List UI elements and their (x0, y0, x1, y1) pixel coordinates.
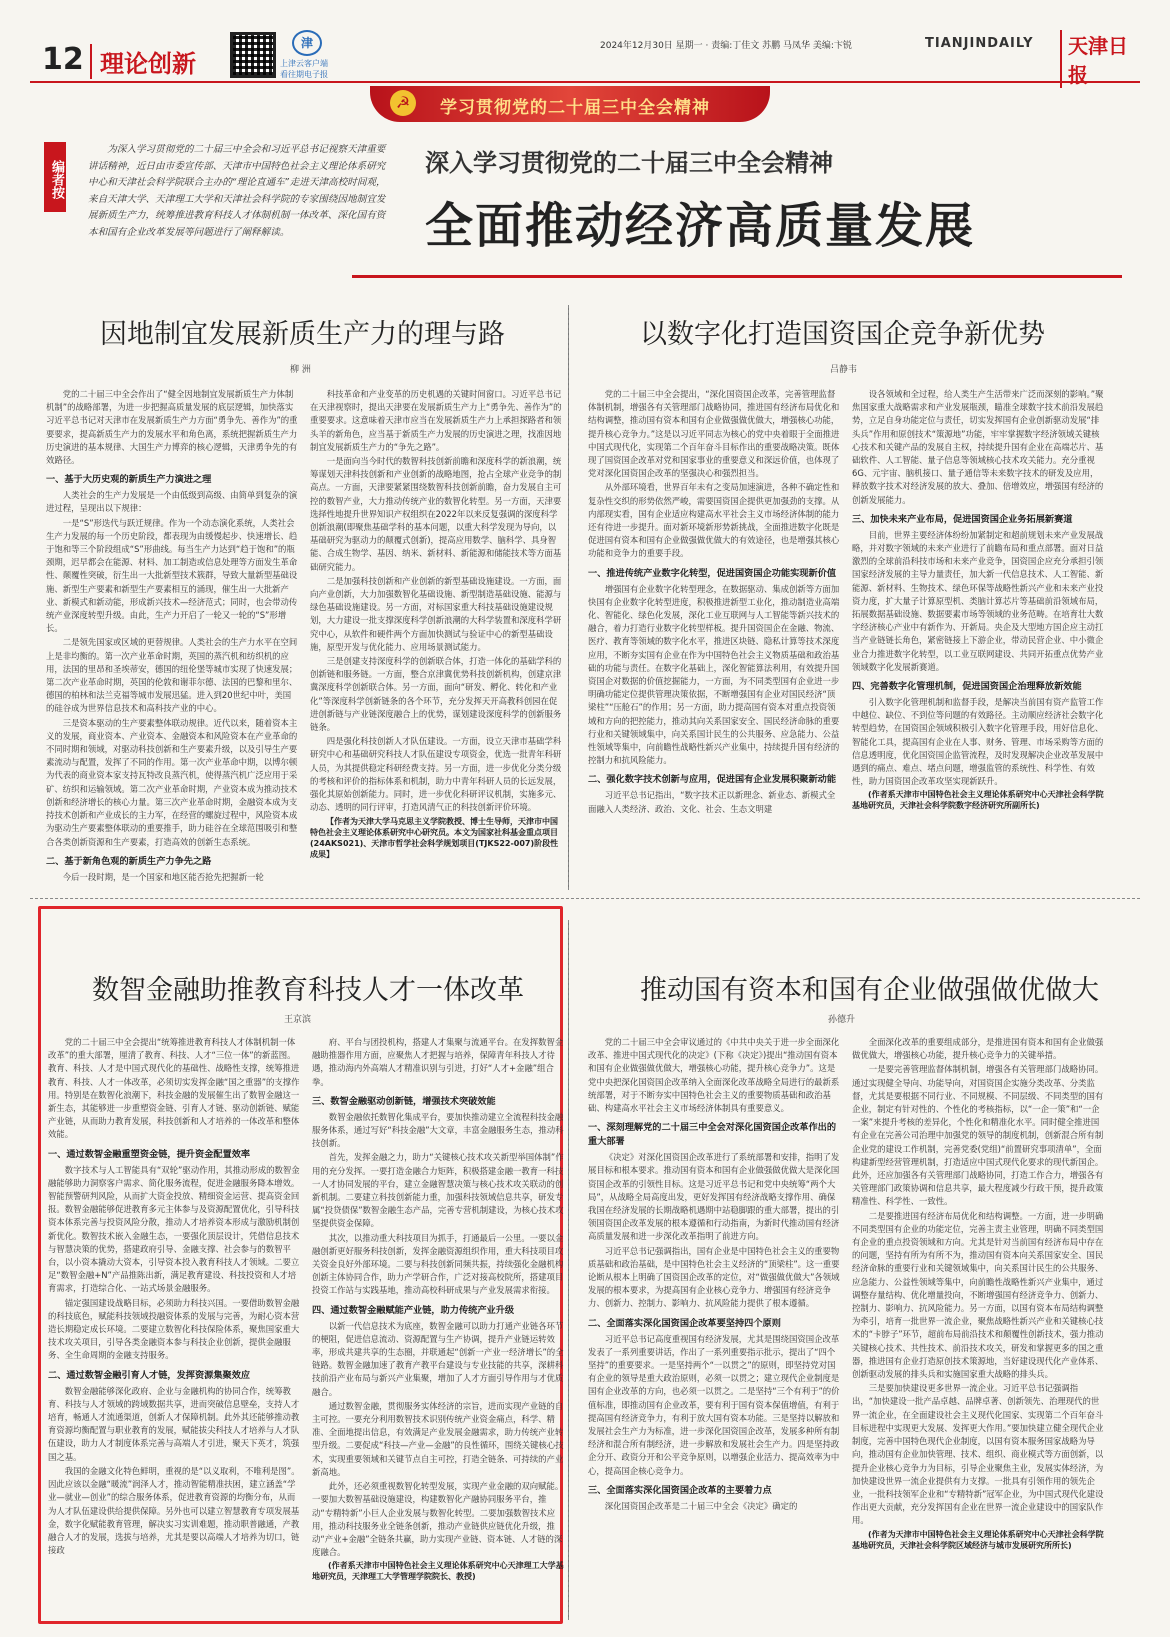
page-number: 12 (42, 42, 84, 77)
paragraph: 党的二十届三中全会提出，“深化国资国企改革，完善管理监督体制机制，增强各有关管理部门战略协同，推进国有经济布局优化和结构调整，推动国有资本和国有企业做强做优做大，增强核心功能，提升核心竞争力。”这是以习近平同志为核心的党中央着眼于全面推进中国式现代化，实现第二个百年奋斗目标作出的重要战略决策。既体现了国资国企改革对党和国家事业的重要意义和深远价值，也体现了党对深化国资国企改革的坚强决心和强烈担当。 (588, 389, 840, 479)
paragraph: 党的二十届三中全会提出“统筹推进教育科技人才体制机制一体改革”的重大部署，厘清了教育、科技、人才“三位一体”的新蓝图。教育、科技、人才是中国式现代化的基础性、战略性支撑，统筹推进教育、科技、人才一体改革，必须切实发挥金融“国之重器”的支撑作用。特别是在数智化浪潮下，科技金融的发展催生出了数智金融这一新生态，其能够进一步重塑资金链、引育人才链、驱动创新链、赋能产业链，从而助力教育发展，科技创新和人才培养的一体改革和整体效能。 (48, 1037, 300, 1140)
paragraph: 目前，世界主要经济体纷纷加紧制定和超前规划未来产业发展战略，并对数字领域的未来产业进行了前瞻布局和重点部署。面对日益激烈的全球前沿科技市场和未来产业竞争，国资国企应充分承担引领国家经济发展的主导力量责任，加大新一代信息技术、人工智能、新能源、新材料、生物技术、绿色环保等战略性新兴产业和未来产业投资力度，扩大量子计算原型机、类脑计算芯片等基础前沿领域布局，拓展数据基础设施、数据要素市场等领域的业务范畴。在培育壮大数字经济核心产业中有新作为、开新局。央企及大型地方国企应主动扛当产业链链长角色，紧密链接上下游企业，带动民营企业、中小微企业合力推进数字化转型，以工业互联网建设、共同开拓重点优势产业领域数字化发展新赛道。 (852, 529, 1104, 672)
banner-text: 学习贯彻党的二十届三中全会精神 (440, 98, 710, 118)
paragraph: 习近平总书记强调指出，国有企业是中国特色社会主义的重要物质基础和政治基础，是中国特色社会主义经济的“顶梁柱”。这一重要论断从根本上明确了国资国企改革的定位，对“做强做优做大”各领域发展的根本要求，为提高国有企业核心竞争力、增强国有经济竞争力、创新力、控制力、影响力、抗风险能力提供了根本遵循。 (588, 1245, 840, 1309)
article-body (588, 1036, 1104, 1624)
paragraph: 数字技术与人工智能具有“双轮”驱动作用，其推动形成的数智金融能够助力洞察客户需求、简化服务流程，促进金融服务降本增效。智能预警研判风险，从而扩大资金投放、精细资金运营、提高资金回报。数智金融能够促进教育多元主体参与及资源配置优化，引导科技资本体系完善与投资风险分散，推动人才培养资本形成与激励机制创新优化。数智技术嵌入金融生态，一要强化顶层设计，凭借信息技术与智慧决策的优势，搭建政府引导、金融支撑、社会参与的数智平台，以小资本撬动大资本，引导资本投入教育科技人才领域。二要立足“数智金融+N”产品推陈出新，满足教育建设、科技投资和人才培育需求，打造综合化、一站式场景金融服务。 (48, 1164, 300, 1294)
paragraph: 全面深化改革的重要组成部分，是推进国有资本和国有企业做强做优做大，增强核心功能，提升核心竞争力的关键举措。 (852, 1037, 1104, 1061)
section-heading: 三、全面落实深化国资国企改革的主要着力点 (588, 1484, 772, 1496)
paragraph: 从外部环境看，世界百年未有之变局加速演进，各种不确定性和复杂性交织的形势依然严峻，需要国资国企提供更加强劲的支撑。从内部现实看，国有企业适应构建高水平社会主义市场经济体制的能力还有待进一步提升。面对新环境新形势新挑战，全面推进数字化既是促进国有资本和国有企业做强做优做大的有效途径，也是增强其核心功能和竞争力的重要手段。 (588, 482, 840, 559)
app-logo-icon: 津 (292, 30, 322, 56)
paragraph: 深化国资国企改革是二十届三中全会《决定》确定的 (604, 1500, 798, 1511)
paragraph: 人类社会的生产力发展是一个由低级到高级、由简单到复杂的演进过程，呈现出以下规律： (46, 490, 298, 514)
author-note: (作者系天津市中国特色社会主义理论体系研究中心天津理工大学基地研究员，天津理工大学管理学院院长、教授) (312, 1561, 564, 1582)
paragraph: 府、平台与团投机构，搭建人才集聚与流通平台。在发挥数智金融助推器作用方面，应聚焦人才把握与培养，保障青年科技人才待遇，推动海内外高端人才精准识别与引进，打好“人才+金融”组合拳。 (312, 1037, 564, 1087)
paragraph: 《决定》对深化国资国企改革进行了系统部署和安排，指明了发展目标和根本要求。推动国有资本和国有企业做强做优做大是深化国资国企改革的引领性目标。这是习近平总书记和党中央统筹“两个大局”，从战略全局高度出发，更好发挥国有经济战略支撑作用、确保我国在经济发展的长期战略机遇期中站稳脚跟的重大部署，提出的引领国资国企改革发展的根本遵循和行动指南，为新时代推动国有经济高质量发展和进一步深化改革指明了前进方向。 (588, 1152, 840, 1242)
article-column (46, 388, 298, 888)
section-heading: 一、通过数智金融重塑资金链，提升资金配置效率 (48, 1148, 251, 1160)
section-heading: 三、加快未来产业布局，促进国资国企业务拓展新赛道 (852, 513, 1073, 525)
article-title: 以数字化打造国资国企竞争新优势 (640, 319, 1045, 350)
article-byline: 王京滨 (284, 1015, 312, 1025)
paragraph: 一是要完善管理监督体制机制，增强各有关管理部门战略协同。通过实现健全导向、功能导向，对国资国企实施分类改革、分类监督，尤其是要根据不同行业、不同规模、不同层级、不同类型的国有企业，制定有针对性的、个性化的考核指标，以“一企一策”和“一企一案”来提升考核的差异化，个性化和精准化水平。同时健全推进国有企业在完善公司治理中加强党的领导的制度机制，创新混合所有制企业党的建设工作机制，完善党委(党组)“前置研究事项清单”，全面构建新型经营管理机制，打造适应中国式现代化要求的现代新国企。此外，还应加强各有关管理部门战略协同，打造工作合力，增强各有关管理部门政策协调和信息共享，最大程度减少行政干预，提升政策精准性、科学性、一致性。 (852, 1064, 1104, 1207)
lead-kicker: 深入学习贯彻党的二十届三中全会精神 (425, 148, 833, 177)
paragraph: 习近平总书记指出，“数字技术正以新理念、新业态、新模式全面融入人类经济、政治、文化、社会、生态文明建 (588, 790, 836, 814)
section-name: 理论创新 (90, 44, 196, 79)
qr-code-icon (230, 32, 276, 78)
paragraph: 增强国有企业数字化转型理念，在数据驱动、集成创新等方面加快国有企业数字化转型进度，积极推进新型工业化，推动制造业高端化、智能化、绿色化发展，深化工业互联网与人工智能等新兴技术的融合，着力打造行业数字化转型样板。提升国资国企在金融、物流、医疗、教育等领域的数字化水平，推进区块链、隐私计算等技术深度应用，不断夯实国有企业在作为中国特色社会主义物质基础和政治基础的功能与责任。在数字化基础上，深化智能算法利用，有效提升国资国企对数据的价值挖掘能力，一方面，为不同类型国有企业进一步明确功能定位提供管理决策依据，不断增强国有企业对国民经济“顶梁柱”“压舱石”的作用；另一方面，助力提高国有资本对重点投资领域和方向的把控能力，推动其向关系国家安全、国民经济命脉的重要行业和关键领域集中，向关系国计民生的公共服务、应急能力、公益性领域等集中，向前瞻性战略性新兴产业集中，持续提升国有经济的控制力和抗风险能力。 (588, 583, 840, 766)
article-body (588, 388, 1104, 888)
paragraph: 二是加强科技创新和产业创新的新型基础设施建设。一方面，面向产业创新，大力加强数智化基础设施、新型制造基础设施、能源与绿色基础设施建设。另一方面，对标国家重大科技基础设施建设规划，大力建设一批支撑深度科学创新浪潮的大科学装置和深度科学研究中心，从软件和硬件两个方面加快测试与验证中心的新型基础设施，原型开发与优化能力、应用场景测试能力。 (310, 575, 562, 652)
article-body (48, 1036, 564, 1618)
paragraph: 今后一段时期，是一个国家和地区能否抢先把握新一轮 (62, 871, 264, 882)
paragraph: 引入数字化管理机制和监督手段，是解决当前国有资产监管工作中越位、缺位、不到位等问题的有效路径。主动顺应经济社会数字化转型趋势，在国资国企领域积极引入数字化管理手段，用好信息化、智能化工具，提高国有企业在人事、财务、管理、市场采购等方面的信息透明度，优化国资国企监管流程，及时发现解决企业改革发展中遇到的痛点、难点、堵点问题，增强监管的系统性、科学性、有效性，助力国资国企改革攻坚实现新跃升。 (852, 697, 1104, 787)
article-title: 推动国有资本和国有企业做强做优做大 (640, 975, 1099, 1006)
paragraph: 我国的金融文化特色鲜明，重视的是“以义取利，不唯利是图”。因此应该以金融“暖流”润泽人才，推动智能精准扶困，建立涵盖“学业—就业—创业”的综合服务体系，促进教育资源的均衡分布，从而为人才队伍建设供给提供保障。另外也可以建立智慧教育专项发展基金，数字化赋能教育管理，解决实习实训难题，推动职普融通，产教融合人才的发展，选拔与培养，尤其是要以高端人才培养为切口，链接政 (48, 1465, 300, 1556)
article-column (852, 1036, 1104, 1624)
article-column (310, 388, 562, 888)
article-title: 数智金融助推教育科技人才一体改革 (92, 975, 524, 1006)
paragraph: 首先，发挥金融之力，助力“关键核心技术攻关新型举国体制”作用的充分发挥。一要打造金融合力矩阵，积极搭建金融一教育一科技一人才协同发展的平台，建立金融智慧决策与核心技术攻关联动的创新机制。二要建立科技创新能力重，加强科技领域信息共享，研发专属“投贷债保”数智金融生态产品，完善专营机制建设，为核心技术攻坚提供资金保障。 (312, 1152, 564, 1229)
section-heading: 二、全面落实深化国资国企改革要坚持四个原则 (588, 1317, 781, 1329)
column-divider (568, 920, 569, 1620)
paragraph: 科技革命和产业变革的历史机遇的关键时间窗口。习近平总书记在天津视察时，提出天津要在发展新质生产力上“勇争先、善作为”的重要要求。这意味着天津市应当在发展新质生产力上承担探路者和领头羊的新角色，应当基于新质生产力发展的历史演进之理，找准因地制宜发展新质生产力的“争先之路”。 (310, 389, 562, 452)
lead-title: 全面推动经济高质量发展 (425, 198, 976, 254)
article-column (312, 1036, 564, 1618)
column-divider (568, 305, 569, 890)
issue-info: 2024年12月30日 星期一 · 责编:丁佳文 苏鹏 马凤华 美编:卞锐 (600, 41, 852, 51)
article-byline: 吕静韦 (830, 365, 858, 375)
article-title: 因地制宜发展新质生产力的理与路 (100, 319, 505, 350)
party-emblem-icon: ☭ (390, 90, 416, 116)
paragraph: 二是要推进国有经济布局优化和结构调整。一方面，进一步明确不同类型国有企业的功能定位，完善主责主业管理，明确不同类型国有企业的重点投资领域和方向。尤其是针对当前国有经济布局中存在的问题，坚持有所为有所不为，推动国有资本向关系国家安全、国民经济命脉的重要行业和关键领域集中，向关系国计民生的公共服务、应急能力、公益性领域等集中，向前瞻性战略性新兴产业集中，通过调整存量结构、优化增量投向，不断增强国有经济竞争力、创新力、控制力、影响力、抗风险能力。另一方面，以国有资本布局结构调整为牵引，培育一批世界一流企业，聚焦战略性新兴产业和关键核心技术的“卡脖子”环节，超前布局前沿技术和颠覆性创新技术，强力推动关键核心技术、共性技术、前沿技术攻关，研发和掌握更多的国之重器，推进国有企业打造原创技术策源地，当好建设现代化产业体系、创新驱动发展的排头兵和实施国家重大战略的排头兵。 (852, 1210, 1104, 1380)
section-heading: 二、通过数智金融引育人才链，发挥资源集聚效应 (48, 1369, 251, 1381)
section-heading: 四、通过数智金融赋能产业链，助力传统产业升级 (312, 1304, 515, 1316)
article-byline: 孙德升 (828, 1015, 856, 1025)
paragraph: 三是要加快建设更多世界一流企业。习近平总书记强调指出，“加快建设一批产品卓越、品牌卓著、创新领先、治理现代的世界一流企业，在全面建设社会主义现代化国家、实现第二个百年奋斗目标进程中实现更大发展、发挥更大作用。”要加快建立健全现代企业制度，完善中国特色现代企业制度，以国有资本服务国家战略为导向，推动国有企业加快管理、技术、组织、商业模式等方面创新，以提升企业核心竞争力为目标，引导企业聚焦主业，发展实体经济，为加快建设世界一流企业提供有力支撑。一批具有引领作用的领先企业，一批科技领军企业和“专精特新”冠军企业，为中国式现代化建设作出更大贡献，充分发挥国有企业在世界一流企业建设中的国家队作用。 (852, 1383, 1104, 1526)
paragraph: 党的二十届三中全会作出了“健全因地制宜发展新质生产力体制机制”的战略部署，为进一步把握高质量发展的底层逻辑，加快落实习近平总书记对天津市在发展新质生产力方面“勇争先、善作为”的重要要求，提高新质生产力的发展水平和角色离，系统把握新质生产力历史演进的基本规律、大国生产力博弈的核心逻辑，天津勇争先的有效路径。 (46, 389, 298, 466)
paragraph: 以新一代信息技术为底座，数智金融可以助力打通产业链各环节的梗阻，促进信息流动、资源配置与生产协调，提升产业链运转效率，形成共建共享的生态圈，并联通起“创新一产业一经济增长”的全链路。数智金融加速了教育产教平台建设与专业技能的共享，深耕科技前沿产业布局与新兴产业集聚，增加了人才方面引导作用与才优质融合。 (312, 1320, 564, 1397)
paragraph: 四是强化科技创新人才队伍建设。一方面，设立天津市基础学科研究中心和基础研究科技人才队伍建设专项资金，优选一批青年科研人员，为其提供稳定科研经费支持。另一方面，进一步优化分类分级的考核和评价的指标体系和机制，助力中青年科研人员的长远发展，强化其原始创新能力。同时，进一步优化科研评议机制，实施多元、动态、透明的同行评审，打造风清气正的科技创新评价环境。 (310, 736, 562, 813)
editor-note: 为深入学习贯彻党的二十届三中全会和习近平总书记视察天津重要讲话精神，近日由市委宣传部、天津市中国特色社会主义理论体系研究中心和天津社会科学院联合主办的“理论直通车”走进天津高校时间观，来自天津大学、天津理工大学和天津社会科学院的专家围绕因地制宜发展新质生产力，统筹推进教育科技人才体制机制一体改革、深化国有资本和国有企业改革发展等问题进行了阐释解读。 (88, 144, 386, 238)
paragraph: 一是“S”形迭代与跃迁规律。作为一个动态演化系统，人类社会生产力发展的每一个历史阶段，都表现为由缓慢起步、快速增长、趋于饱和等三个阶段组成“S”形曲线。每当生产力达到“趋于饱和”的瓶颈期，迟早都会在能源、材料、加工制造或信息处理等方面发生革命性、颠覆性突破，衍生出一大批新型技术簇群，导致大量新型基础设施、新型生产要素和新型生产要素相互的涌现，催生出一大批新产业、新模式和新动能，形成新兴技术—经济范式；同时，也会带动传统产业深度转型升级。由此，生产力开启了一轮又一轮的“S”形增长。 (46, 517, 298, 634)
paragraph: 通过数智金融，贯彻服务实体经济的宗旨，进而实现产业链的自主可控。一要充分利用数智技术识别传统产业资金痛点，科学、精准、全面地提出信息，有效满足产业发展金融需求，助力传统产业转型升级。二要促成“科技—产业—金融”的良性循环，围绕关键核心技术，实现重要领域和关键节点自主可控，打造全链条、可持续的产业新高地。 (312, 1400, 564, 1477)
paragraph: 锚定强国建设战略目标，必须助力科技兴国。一要借助数智金融的科技底色，赋能科技领域投融资体系的发展与完善，为耐心资本营造长期稳定成长环境。二要建立数智化科技保险体系，聚焦国家重大技术攻关项目，引导各类金融资本参与科技企业创新，提供金融服务、全生命周期的金融支持服务。 (48, 1297, 300, 1361)
author-note: 【作者为天津大学马克思主义学院教授、博士生导师，天津市中国特色社会主义理论体系研究中心研究员。本文为国家社科基金重点项目(24AKS021)、天津市哲学社会科学规划项目(TJKS22-007)阶段性成果】 (310, 816, 559, 859)
row-divider (30, 898, 1140, 899)
paragraph: 数智金融能够深化政府、企业与金融机构的协同合作，统筹教育、科技与人才领域的跨域数据共享，进而突破信息壁垒，支持人才培育，畅通人才流通渠道，创新人才保障机制。此外其还能够推动教育资源均衡配置与职业教育的发展，赋能拔尖科技人才培养与人才队伍建设，助力人才制度体系完善与高端人才引进，聚天下英才，筑强国之基。 (48, 1385, 300, 1462)
article-column (852, 388, 1104, 888)
paragraph: 此外，还必须重视数智化转型发展，实现产业金融的双向赋能。一要加大数智基础设施建设，构建数智化产融协同服务平台，推动“专精特新”小巨人企业发展与数智化转型。二要加强数智技术应用，推动科技服务业全链条创新，推动产业链供应链优化升级，推动“产业+金融”全链条共赢，助力实现产业链、资本链、人才链的深度融合。 (312, 1481, 564, 1558)
paragraph: 党的二十届三中全会审议通过的《中共中央关于进一步全面深化改革、推进中国式现代化的决定》(下称《决定》)提出“推动国有资本和国有企业做强做优做大，增强核心功能，提升核心竞争力”。这是党中央把深化国资国企改革纳入全面深化改革战略全局进行的最新系统部署，对于不断夯实中国特色社会主义的重要物质基础和政治基础、构建高水平社会主义市场经济体制具有重要意义。 (588, 1037, 840, 1114)
lead-rule (352, 275, 1122, 278)
topic-banner (370, 86, 770, 122)
paragraph: 三是资本驱动的生产要素整体联动规律。近代以来，随着资本主义的发展，商业资本、产业资本、金融资本和风险资本在产业革命的不同时期和领域，对驱动科技创新和生产要素升级，以及引导生产要素流动与配置，发挥了不同的作用。第一次产业革命中期，以博尔顿为代表的商业资本家支持瓦特改良蒸汽机，使得蒸汽机广泛应用于采矿、纺织和运输领域。第二次产业革命时期，产业资本成为推动技术创新和经济增长的核心力量。第三次产业革命时期，金融资本成为支持技术创新和产业成长的主力军，在经营的螺旋过程中，风险资本成为驱动生产要素整体联动的重要推手，助力硅谷在全球范围吸引和整合各类创新资源和生产要素，打造高效的创新生态系统。 (46, 717, 298, 847)
masthead (30, 28, 1140, 87)
paragraph: 三是创建支持深度科学的创新联合体，打造一体化的基础学科的创新链和服务链。一方面，整合京津冀优势科技创新机构，创建京津冀深度科学创新联合体。另一方面，面向“研发、孵化、转化和产业化”等深度科学创新链条的各个环节，充分发挥天开高教科创园在促进创新链与产业链深度融合上的优势，谋划建设深度科学的创新服务链条。 (310, 656, 562, 733)
paragraph: 习近平总书记高度重视国有经济发展，尤其是围绕国资国企改革发表了一系列重要讲话，作出了一系列重要指示批示，提出了“四个坚持”的重要要求。一是坚持两个“一以贯之”的原则，即坚持党对国有企业的领导是重大政治原则，必须一以贯之；建立现代企业制度是国有企业改革的方向，也必须一以贯之。二是坚持“三个有利于”的价值标准，即推动国有企业改革，要有利于国有资本保值增值，有利于提高国有经济竞争力，有利于放大国有资本功能。三是坚持以解放和发展社会生产力为标准，进一步深化国资国企改革，发展多种所有制经济和混合所有制经济，进一步解放和发展社会生产力。四是坚持政企分开、政资分开和公平竞争原则，以增强企业活力、提高效率为中心，提高国企核心竞争力。 (588, 1333, 840, 1476)
article-column (48, 1036, 300, 1618)
section-heading: 四、完善数字化管理机制，促进国资国企治理释放新效能 (852, 681, 1082, 693)
article-column (588, 1036, 840, 1624)
paper-name-en: TIANJINDAILY (925, 36, 1034, 51)
article-byline: 柳 洲 (290, 365, 311, 375)
app-download-text: 上津云客户端 看往期电子报 (280, 59, 328, 79)
article-column (588, 388, 840, 888)
paragraph: 其次，以推动重大科技项目为抓手，打通最后一公里。一要以金融创新更好服务科技创新，发挥金融资源组织作用，重大科技项目攻关资金良好外部环境。二要与科技创新同频共振，持续强化金融机构创新主体协同合作，助力产学研合作，广泛对接高校院所，搭建项目投资工作站与实践基地，推动高校科研成果与产业发展需求衔接。 (312, 1232, 564, 1296)
section-heading: 二、强化数字技术创新与应用，促进国有企业发展积聚新动能 (588, 774, 837, 786)
article-body (46, 388, 562, 888)
section-heading: 二、基于新角色观的新质生产力争先之路 (46, 855, 212, 867)
section-heading: 一、推进传统产业数字化转型，促进国资国企功能实现新价值 (588, 567, 837, 579)
section-heading: 一、基于大历史观的新质生产力演进之理 (46, 474, 212, 486)
paper-name-cn: 天津日报 (1060, 30, 1140, 88)
author-note: (作者为天津市中国特色社会主义理论体系研究中心天津社会科学院基地研究员，天津社会科学院区域经济与城市发展研究所所长) (852, 1529, 1104, 1550)
paragraph: 数智金融依托数智化集成平台，要加快推动建立全流程科技金融服务体系，通过写好“科技金融”大文章，丰富金融服务生态，推动科技创新。 (312, 1111, 564, 1149)
paragraph: 一是面向当今时代的数智科技创新前瞻和深度科学的新浪潮，统筹谋划天津科技创新和产业创新的战略地图，抢占全球产业竞争的制高点。一方面，天津要紧紧围绕数智科技创新前瞻，奋力发展自主可控的数智产业，大力推动传统产业的数智化转型。另一方面，天津要选择性地提升世界知识产权组织在2022年以来反复强调的深度科学创新浪潮(即聚焦基础学科的基本问题，以重大科学发现为导向，以基础研究为驱动力的颠覆式创新)，提高应用数学、脑科学、具身智能、合成生物学、基因、纳米、新材料、新能源和储能技术等方面基础研究能力。 (310, 456, 562, 572)
author-note: (作者系天津市中国特色社会主义理论体系研究中心天津社会科学院基地研究员，天津社会科学院数字经济研究所副所长) (852, 790, 1104, 811)
editor-note-tag: 编者按 (44, 142, 66, 212)
section-heading: 三、数智金融驱动创新链，增强技术突破效能 (312, 1095, 496, 1107)
paragraph: 二是领先国家或区域的更替规律。人类社会的生产力水平在空间上是非均衡的。第一次产业革命时期，英国的蒸汽机和纺织机的应用，法国的里昂和圣埃蒂安，德国的纽伦堡等城市实现了快速发展；第二次产业革命时期，英国的伦敦和谢菲尔德、法国的巴黎和里尔、德国的柏林和法兰克福等城市发展迅猛。进入到20世纪中叶，美国的硅谷成为世界信息技术和高科技产业的中心。 (46, 637, 298, 714)
paragraph: 设各领域和全过程，给人类生产生活带来广泛而深刻的影响。”聚焦国家重大战略需求和产业发展瓶颈，瞄准全球数字技术前沿发展趋势，立足自身功能定位与责任，切实发挥国有企业创新驱动发展“排头兵”作用和原创技术“策源地”功能，牢牢掌握数字经济领域关键核心技术和关键产品的发展自主权，持续提升国有企业在高端芯片、基础软件、人工智能、量子信息等领域核心技术攻关能力。充分重视6G、元宇宙、脑机接口、量子通信等未来数字技术的研发及应用，释放数字技术对经济发展的放大、叠加、倍增效应，增强国有经济的创新发展能力。 (852, 389, 1104, 505)
section-heading: 一、深刻理解党的二十届三中全会对深化国资国企改革作出的重大部署 (588, 1122, 837, 1148)
